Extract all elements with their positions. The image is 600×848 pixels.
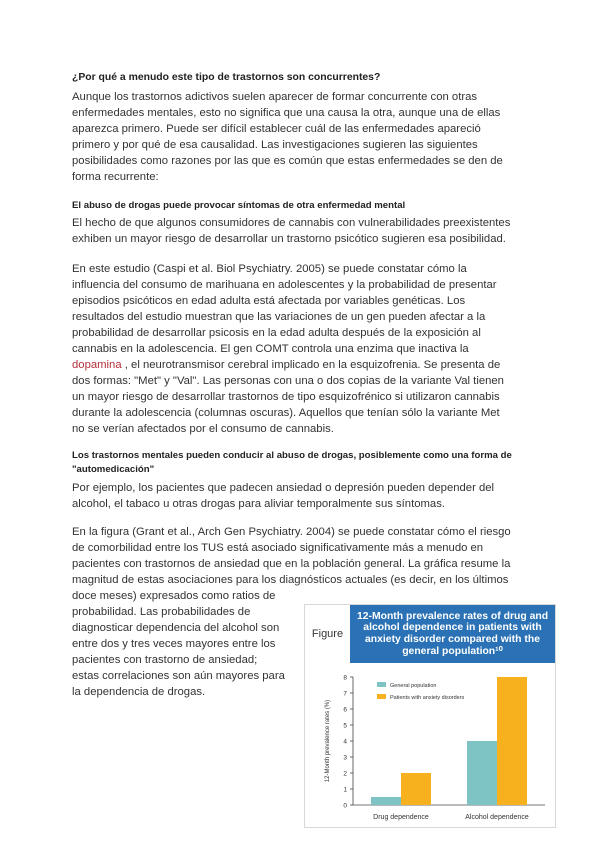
grant-line: pacientes con trastornos de ansiedad que en la población general. La gráfica resume la <box>72 558 511 570</box>
odds-line: probabilidad. Las probabilidades de <box>72 606 251 618</box>
figure-title: 12-Month prevalence rates of drug and alcohol dependence in patients with anxiety disorder compared with the general population¹⁰ <box>350 605 555 663</box>
y-tick-label: 7 <box>343 690 347 698</box>
intro-line: Aunque los trastornos adictivos suelen aparecer de formar concurrente con otras <box>72 91 478 103</box>
odds-line: doce meses) expresados como ratios de <box>72 590 276 602</box>
y-tick-label: 4 <box>343 738 347 746</box>
caspi-link-line <box>72 357 532 373</box>
grant-line: de comorbilidad entre los TUS está asociado significativamente más a menudo en <box>72 542 484 554</box>
y-tick-label: 8 <box>343 674 347 682</box>
dopamina-line-rest: , el neurotransmisor cerebral implicado en la esquizofrenia. Se presenta de <box>121 359 501 371</box>
caspi-line: probabilidad de desarrollar psicosis en la edad adulta después de la exposición al <box>72 327 481 339</box>
y-tick-label: 0 <box>343 802 347 810</box>
y-tick-label: 3 <box>343 754 347 762</box>
bar-anxiety-1 <box>497 677 527 805</box>
bar-general-1 <box>467 741 497 805</box>
legend-label: General population <box>390 683 437 689</box>
caspi-line: cannabis en la adolescencia. El gen COMT controla una enzima que inactiva la <box>72 343 469 355</box>
x-category-label: Drug dependence <box>373 814 429 821</box>
odds-line: estas correlaciones son aún mayores para <box>72 670 285 682</box>
bar-general-0 <box>371 797 401 805</box>
prevalence-bar-chart <box>305 663 555 827</box>
caspi-line: resultados del estudio muestran que las variaciones de un gen pueden afectar a la <box>72 311 486 323</box>
legend-swatch <box>377 682 386 687</box>
self-medication-heading-line: Los trastornos mentales pueden conducir al abuso de drogas, posiblemente como una forma de <box>72 450 512 461</box>
figure-label: Figure <box>311 628 344 640</box>
legend-swatch <box>377 694 386 699</box>
odds-line: diagnosticar dependencia del alcohol son <box>72 622 280 634</box>
y-tick-label: 5 <box>343 722 347 730</box>
y-tick-label: 2 <box>343 770 347 778</box>
subheading-drug-abuse-symptoms: El abuso de drogas puede provocar síntomas de otra enfermedad mental <box>72 200 406 211</box>
intro-line: posibilidades como razones por las que es común que estas enfermedades se den de <box>72 155 503 167</box>
caspi-line: episodios psicóticos en edad adulta está afectada por variables genéticas. Los <box>72 295 466 307</box>
odds-line: entre dos y tres veces mayores entre los <box>72 638 276 650</box>
dopamina-link[interactable]: dopamina <box>72 359 122 371</box>
y-tick-label: 1 <box>343 786 347 794</box>
x-category-label: Alcohol dependence <box>465 814 529 821</box>
y-axis-label: 12-Month prevalence rates (%) <box>325 699 331 783</box>
grant-line: magnitud de estas asociaciones para los diagnósticos actuales (es decir, en los últimos <box>72 574 509 586</box>
grant-line: En la figura (Grant et al., Arch Gen Psychiatry. 2004) se puede constatar cómo el riesgo <box>72 526 511 538</box>
caspi-line: En este estudio (Caspi et al. Biol Psychiatry. 2005) se puede constatar cómo la <box>72 263 467 275</box>
caspi-line: un mayor riesgo de desarrollar trastornos de tipo esquizofrénico si utilizaron cannabis <box>72 391 500 403</box>
odds-line: pacientes con trastorno de ansiedad; <box>72 654 258 666</box>
bar-anxiety-0 <box>401 773 431 805</box>
figure-panel <box>304 604 556 828</box>
anxiety-line: Por ejemplo, los pacientes que padecen ansiedad o depresión pueden depender del <box>72 482 495 494</box>
intro-line: forma recurrente: <box>72 171 159 183</box>
anxiety-line: alcohol, el tabaco u otras drogas para aliviar temporalmente sus síntomas. <box>72 498 445 510</box>
caspi-line: durante la adolescencia (columnas oscuras). Aquellos que tenían sólo la variante Met <box>72 407 500 419</box>
intro-line: aparezca primero. Puede ser difícil establecer cuál de las enfermedades apareció <box>72 123 481 135</box>
cannabis-line: exhiben un mayor riesgo de desarrollar un trastorno psicótico sugieren esa posibilidad. <box>72 233 506 245</box>
y-tick-label: 6 <box>343 706 347 714</box>
odds-line: la dependencia de drogas. <box>72 686 206 698</box>
caspi-line: influencia del consumo de marihuana en adolescentes y la probabilidad de presentar <box>72 279 497 291</box>
legend-label: Patients with anxiety disorders <box>390 695 465 701</box>
intro-line: primero y por qué de esa causalidad. Las investigaciones sugieren las siguientes <box>72 139 478 151</box>
caspi-line: dos formas: "Met" y "Val". Las personas con una o dos copias de la variante Val tienen <box>72 375 504 387</box>
section-heading-concurrence: ¿Por qué a menudo este tipo de trastornos son concurrentes? <box>72 72 381 83</box>
cannabis-line: El hecho de que algunos consumidores de cannabis con vulnerabilidades preexistentes <box>72 217 511 229</box>
self-medication-heading-line: "automedicación" <box>72 464 155 475</box>
caspi-line: no se verían afectados por el consumo de cannabis. <box>72 423 334 435</box>
intro-line: enfermedades mentales, esto no significa que una causa la otra, aunque una de ellas <box>72 107 501 119</box>
